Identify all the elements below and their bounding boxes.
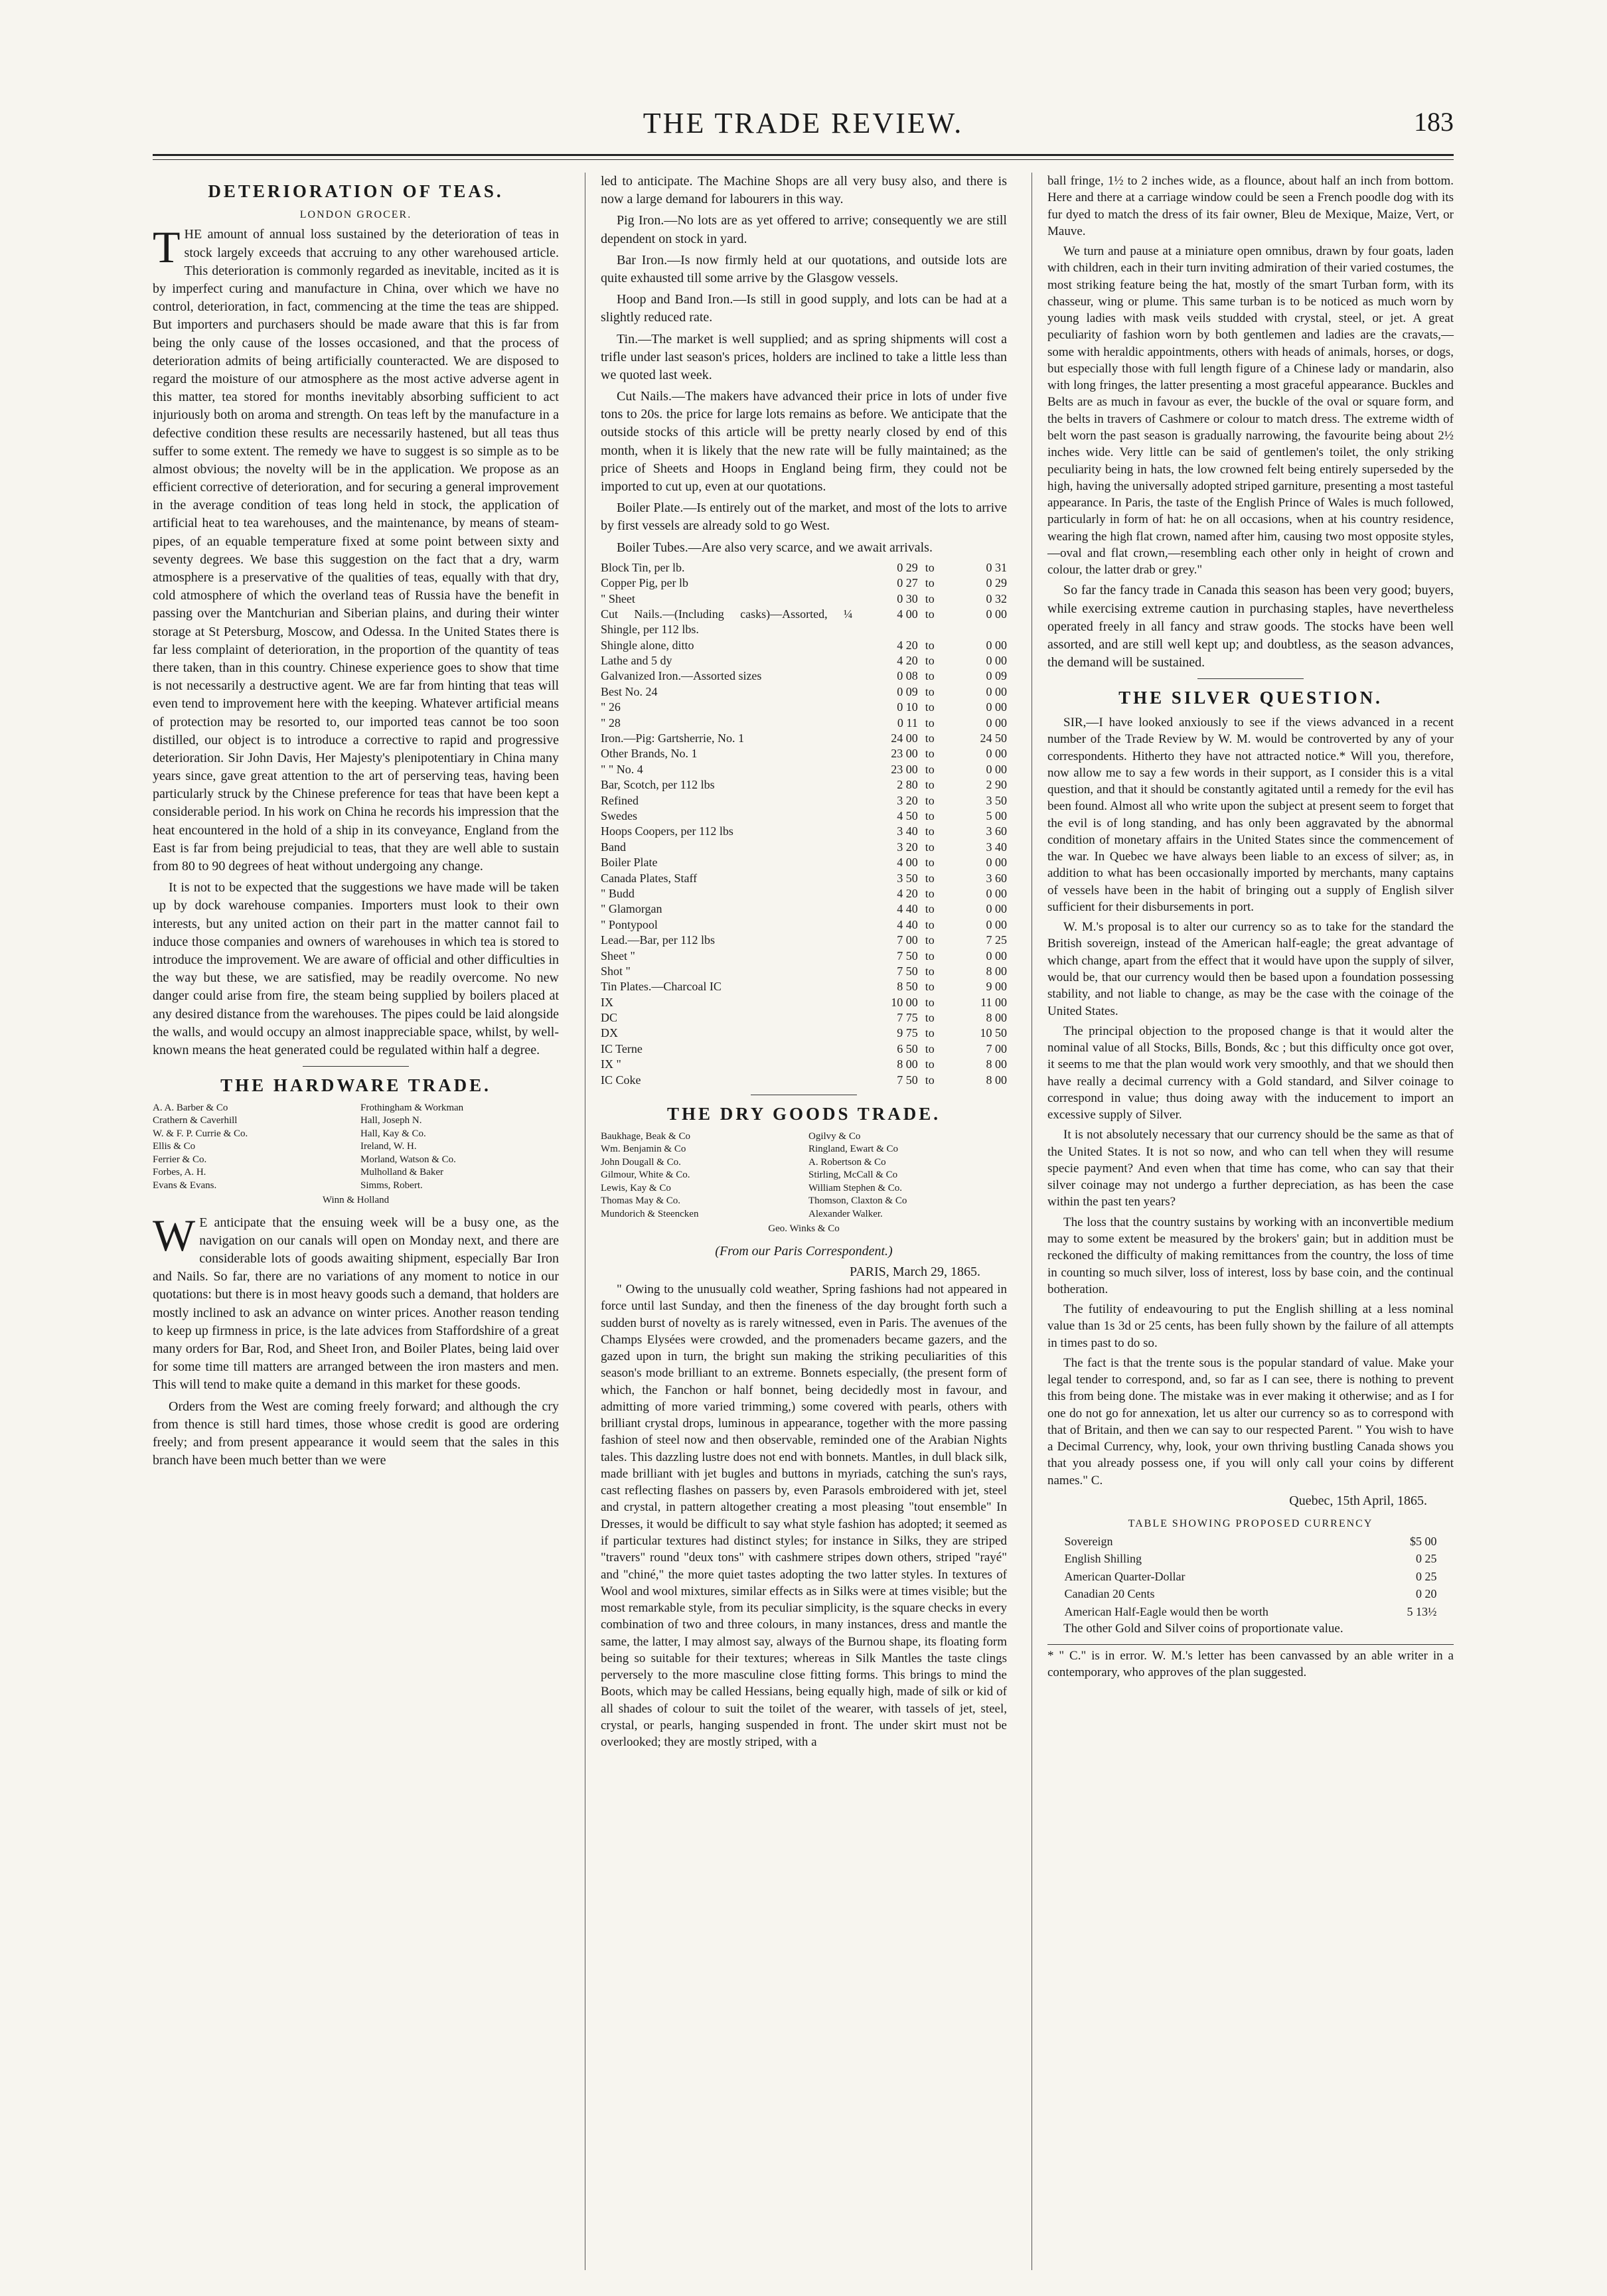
article-paragraph: The other Gold and Silver coins of proportionate value.	[1063, 1622, 1343, 1636]
price-to: to	[925, 762, 935, 776]
price-row	[601, 855, 1007, 870]
price-low: 4 20	[897, 654, 918, 668]
price-row	[601, 762, 1007, 777]
price-to: to	[925, 933, 935, 947]
price-row	[601, 793, 1007, 808]
price-item: Boiler Plate	[601, 856, 658, 870]
article-title-teas: DETERIORATION OF TEAS.	[208, 181, 504, 201]
article-paragraph: led to anticipate. The Machine Shops are all very busy also, and there is now a large demand for labourers in this way.	[601, 174, 1007, 207]
article-paragraph: Pig Iron.—No lots are as yet offered to arrive; consequently we are still dependent on stock in yard.	[601, 213, 1007, 246]
price-to: to	[925, 731, 935, 745]
price-item: Galvanized Iron.—Assorted sizes	[601, 669, 762, 683]
header-rule-thin	[153, 159, 1454, 160]
price-item: " 28	[601, 716, 621, 729]
currency-row	[1063, 1568, 1437, 1585]
dateline: Quebec, 15th April, 1865.	[1289, 1493, 1427, 1508]
currency-table-body	[1063, 1533, 1437, 1620]
article-title-hardware: THE HARDWARE TRADE.	[220, 1075, 491, 1096]
price-item: Hoops Coopers, per 112 lbs	[601, 824, 733, 838]
price-high: 0 00	[986, 638, 1007, 652]
price-high: 10 50	[980, 1026, 1007, 1040]
price-high: 8 00	[986, 1057, 1007, 1071]
price-item: Other Brands, No. 1	[601, 747, 698, 761]
price-to: to	[925, 607, 935, 621]
firm-name: John Dougall & Co.	[601, 1156, 681, 1168]
price-to: to	[925, 995, 935, 1009]
firm-name: Evans & Evans.	[153, 1180, 217, 1191]
firm-name: Geo. Winks & Co	[768, 1223, 840, 1235]
firm-name: Frothingham & Workman	[360, 1102, 464, 1113]
price-low: 7 75	[897, 1011, 918, 1025]
price-row	[601, 700, 1007, 715]
firm-list	[153, 1102, 559, 1193]
header-rule	[153, 154, 1454, 156]
price-row	[601, 1041, 1007, 1057]
price-high: 0 00	[986, 700, 1007, 714]
firm-list	[601, 1130, 1007, 1221]
price-row	[601, 824, 1007, 839]
price-row	[601, 575, 1007, 591]
coin-name: Sovereign	[1064, 1534, 1113, 1548]
price-high: 0 00	[986, 607, 1007, 621]
price-item: DC	[601, 1011, 618, 1025]
column-2	[601, 173, 1007, 1754]
price-row	[601, 607, 1007, 638]
coin-name: American Half-Eagle would then be worth	[1064, 1604, 1268, 1618]
article-paragraph	[153, 1209, 559, 1395]
price-row	[601, 933, 1007, 948]
price-high: 3 60	[986, 871, 1007, 885]
price-low: 7 00	[897, 933, 918, 947]
correspondent-credit: (From our Paris Correspondent.)	[715, 1243, 893, 1259]
price-row	[601, 901, 1007, 917]
price-item: IC Coke	[601, 1073, 641, 1087]
price-to: to	[925, 856, 935, 870]
page-title: THE TRADE REVIEW.	[643, 107, 964, 139]
price-low: 0 27	[897, 576, 918, 590]
article-paragraph: SIR,—I have looked anxiously to see if the views advanced in a recent number of the Trade Review by W. M. would be controverted by any of your correspondents. Hitherto they have not attracted notice.* Will you, therefore, now allow me to say a few words in their support, as I consider this is a vital question, and that it should be constantly agitated until a remedy for the evil has been found. Almost all who write upon the subject at present seem to forget that the evil is of long standing, and has only been aggravated by the abnormal condition of monetary affairs in the United States since the commencement of the war. In Quebec we have always been liable to an excess of silver; as, in addition to what has been occasionally imported by merchants, many captains of vessels have been in the habit of bringing out a supply of English silver sufficient for their disbursements in port.	[1047, 716, 1454, 914]
price-high: 8 00	[986, 1011, 1007, 1025]
price-high: 0 00	[986, 684, 1007, 698]
price-low: 4 50	[897, 809, 918, 822]
price-low: 7 50	[897, 949, 918, 962]
price-item: Refined	[601, 793, 639, 807]
price-low: 0 11	[897, 716, 918, 729]
price-high: 5 00	[986, 809, 1007, 822]
article-paragraph: ball fringe, 1½ to 2 inches wide, as a flounce, about half an inch from bottom. Here and there at a carriage window could be seen a French poodle dog with its fur dyed to match the dress of its fair owner, Bleu de Mexique, Maize, Vert, or Mauve.	[1047, 174, 1454, 238]
price-to: to	[925, 654, 935, 668]
price-low: 10 00	[891, 995, 918, 1009]
article-paragraph	[153, 222, 559, 876]
firm-name: A. Robertson & Co	[808, 1156, 886, 1168]
price-to: to	[925, 747, 935, 761]
currency-row	[1063, 1550, 1437, 1567]
price-item: Lathe and 5 dy	[601, 654, 672, 668]
price-item: IC Terne	[601, 1041, 643, 1055]
price-to: to	[925, 669, 935, 683]
price-row	[601, 731, 1007, 746]
article-paragraph: So far the fancy trade in Canada this season has been very good; buyers, while exercising extreme caution in purchasing staples, have nevertheless operated freely in all fancy and straw goods. The stocks have been well assorted, and are still well kept up; and doubtless, as the season advances, the demand will be sustained.	[1047, 583, 1454, 670]
price-item: " Sheet	[601, 591, 635, 605]
page-number: 183	[1414, 107, 1454, 137]
price-to: to	[925, 964, 935, 978]
article-paragraph: We turn and pause at a miniature open omnibus, drawn by four goats, laden with children, each in their turn inviting admiration of their varied costumes, the most striking feature being the hat, mostly of the smart Turban form, with its chasseur, wing or plume. This same turban is to be noticed as much worn by young ladies with mask veils studded with crystal, steel, or jet. A great peculiarity of fashion worn by both gentlemen and ladies are the cravats,—some with heraldic appointments, others with heads of animals, horses, or dogs, but especially those with full length figure of a Chinese lady or mandarin, also with long fringes, the latter presenting a most graceful appearance. Buckles and Belts are as much in favour as ever, the buckle of the oval or square form, and the belts in travers of Cashmere or colour to match dress. The extreme width of belt worn the past season is gradually narrowing, the favourite being about 2½ inches wide. Very little can be said of gentlemen's toilet, the only striking peculiarity being in hats, the low crowned felt being entirely superseded by the high, having the universally adopted striped garniture, presenting a most tasteful appearance. In Paris, the taste of the English Prince of Wales is much followed, particularly in form of hat: he on all occasions, when at his country residence, wearing the high flat crown, named after him, causing two most opposite styles,—oval and flat crown,—resembling each other only in height of crown and colour, the latter drab or grey."	[1047, 244, 1454, 577]
price-to: to	[925, 591, 935, 605]
price-row	[601, 668, 1007, 684]
firm-name: Ringland, Ewart & Co	[808, 1144, 898, 1155]
price-low: 3 40	[897, 824, 918, 838]
price-row	[601, 684, 1007, 700]
firm-name: Mulholland & Baker	[360, 1167, 443, 1178]
price-low: 9 75	[897, 1026, 918, 1040]
price-item: Lead.—Bar, per 112 lbs	[601, 933, 716, 947]
price-high: 9 00	[986, 980, 1007, 994]
column-3	[1047, 173, 1454, 1681]
price-row	[601, 1073, 1007, 1088]
price-item: IX	[601, 995, 613, 1009]
price-row	[601, 716, 1007, 731]
price-row	[601, 591, 1007, 607]
price-high: 0 00	[986, 716, 1007, 729]
price-item: Copper Pig, per lb	[601, 576, 688, 590]
firm-name: A. A. Barber & Co	[153, 1102, 228, 1113]
price-low: 24 00	[891, 731, 918, 745]
price-high: 0 00	[986, 917, 1007, 931]
firm-list-right	[808, 1130, 1007, 1221]
firm-name: William Stephen & Co.	[808, 1182, 903, 1193]
firm-name: Hall, Joseph N.	[360, 1115, 422, 1126]
article-paragraph: The loss that the country sustains by working with an inconvertible medium may to some extent be measured by the brokers' gain; but in addition must be reckoned the difficulty of making remittances from the country, the loss of time in counting so much silver, loss of interest, loss by base coin, and the continual botheration.	[1047, 1215, 1454, 1296]
price-low: 8 00	[897, 1057, 918, 1071]
price-low: 0 09	[897, 684, 918, 698]
price-to: to	[925, 1057, 935, 1071]
firm-name: Alexander Walker.	[808, 1208, 883, 1219]
price-item: Shingle alone, ditto	[601, 638, 694, 652]
article-paragraph: W. M.'s proposal is to alter our currency so as to take for the standard the British sovereign, instead of the American half-eagle; the great advantage of which change, apart from the effect that it would have upon the supply of silver, would be, that our currency would then be based upon a foundation possessing stability, and not liable to change, as may be the case with the coinage of the United States.	[1047, 920, 1454, 1018]
price-high: 0 09	[986, 669, 1007, 683]
dateline: PARIS, March 29, 1865.	[849, 1264, 980, 1279]
price-row	[601, 1057, 1007, 1072]
price-low: 0 30	[897, 591, 918, 605]
price-high: 24 50	[980, 731, 1007, 745]
price-high: 0 00	[986, 856, 1007, 870]
price-low: 2 80	[897, 778, 918, 792]
price-low: 6 50	[897, 1041, 918, 1055]
price-item: " " No. 4	[601, 762, 643, 776]
section-rule	[1197, 678, 1304, 679]
price-high: 0 00	[986, 949, 1007, 962]
price-to: to	[925, 684, 935, 698]
firm-name: Ferrier & Co.	[153, 1154, 207, 1165]
price-item: Sheet "	[601, 949, 635, 962]
article-title-drygoods: THE DRY GOODS TRADE.	[666, 1104, 941, 1124]
article-paragraph: Hoop and Band Iron.—Is still in good supply, and lots can be had at a slightly reduced rate.	[601, 292, 1007, 325]
price-high: 8 00	[986, 1073, 1007, 1087]
price-to: to	[925, 902, 935, 916]
currency-row	[1063, 1585, 1437, 1602]
price-high: 11 00	[980, 995, 1007, 1009]
price-row	[601, 995, 1007, 1010]
price-low: 4 20	[897, 886, 918, 900]
firm-name: W. & F. P. Currie & Co.	[153, 1128, 248, 1139]
coin-value: 0 20	[1416, 1587, 1437, 1601]
coin-value: 0 25	[1416, 1552, 1437, 1566]
price-low: 4 00	[897, 856, 918, 870]
price-low: 3 50	[897, 871, 918, 885]
price-table-body	[601, 560, 1007, 1088]
paragraph-text: HE amount of annual loss sustained by the deterioration of teas in stock largely exceeds that accruing to any other warehoused article. This deterioration is commonly regarded as inevitable, incited as it is by imperfect curing and manufacture in China, over which we have no control, deterioration, in fact, commencing at the time the teas are shipped. But importers and purchasers should be made aware that this is far from being the only cause of the losses occasioned, and that the process of deterioration admits of being artificially counteracted. We are disposed to regard the moisture of our atmosphere as the most active adverse agent in this matter, tea stored for months inevitably absorbing sufficient to act injuriously both on aroma and strength. On teas left by the manufacture in a defective condition these results are necessarily hastened, but all teas thus suffer to some extent. The remedy we have to suggest is so simple as to be almost obvious; the novelty will be in the application. We propose as an efficient corrective of deterioration, and for securing a general improvement in the average condition of teas long held in stock, the application of artificial heat to tea warehouses, and the maintenance, by means of steam-pipes, of an equable temperature fixed at some point between sixty and seventy degrees. We base this suggestion on the fact that a dry, warm atmosphere is a preservative of the qualities of teas, equally with that dry, cold atmosphere of which the overland teas of Russia have the benefit in passing over the Mantchurian and Siberian plains, and during their winter storage at St Petersburg, Moscow, and Odessa. In the United States there is far less complaint of deterioration, in the proportion of the quantity of teas there taken, than in this country. Chinese experience goes to show that time is not necessarily a destructive agent. We are far from hinting that teas will even tend to improvement here with the keeping. Whatever artificial means of protection may be resorted to, our imported teas cannot be too soon distilled, our object is to introduce a corrective to rapid and progressive deterioration. Sir John Davis, Her Majesty's plenipotentiary in China many years since, gave great attention to the art of perserving teas, having been particularly struck by the Chinese preference for teas that have been kept a considerable period. In his work on China he records his impression that the heat encountered in the hold of a ship in its conveyance, England from the East is far from being prejudicial to teas, that they are well able to sustain from 80 to 90 degrees of heat without undergoing any change.	[153, 227, 559, 874]
price-high: 3 50	[986, 793, 1007, 807]
firm-name: Winn & Holland	[322, 1195, 390, 1206]
price-to: to	[925, 1073, 935, 1087]
price-to: to	[925, 886, 935, 900]
price-row	[601, 840, 1007, 855]
price-item: Block Tin, per lb.	[601, 560, 685, 574]
currency-row	[1063, 1533, 1437, 1550]
currency-table	[1063, 1533, 1437, 1620]
coin-value: 0 25	[1416, 1569, 1437, 1583]
firm-name: Ogilvy & Co	[808, 1130, 861, 1142]
article-paragraph: Bar Iron.—Is now firmly held at our quotations, and outside lots are quite exhausted till some arrive by the Glasgow vessels.	[601, 252, 1007, 285]
price-item: IX "	[601, 1057, 621, 1071]
price-item: Cut Nails.—(Including casks)—Assorted, ¼ Shingle, per 112 lbs.	[601, 607, 853, 637]
price-to: to	[925, 778, 935, 792]
coin-name: Canadian 20 Cents	[1064, 1587, 1155, 1601]
price-row	[601, 964, 1007, 979]
article-paragraph: The futility of endeavouring to put the English shilling at a less nominal value than 1s 3d or 25 cents, has been fully shown by the failure of all attempts in times past to do so.	[1047, 1302, 1454, 1350]
price-high: 7 00	[986, 1041, 1007, 1055]
article-source: LONDON GROCER.	[299, 208, 412, 220]
firm-list-left	[601, 1130, 799, 1221]
price-low: 7 50	[897, 964, 918, 978]
price-item: Shot "	[601, 964, 631, 978]
price-to: to	[925, 716, 935, 729]
firm-name: Forbes, A. H.	[153, 1167, 206, 1178]
price-item: Band	[601, 840, 626, 854]
price-item: " 26	[601, 700, 621, 714]
price-table	[601, 560, 1007, 1088]
firm-name: Mundorich & Steencken	[601, 1208, 699, 1219]
price-row	[601, 871, 1007, 886]
currency-row	[1063, 1603, 1437, 1620]
price-to: to	[925, 638, 935, 652]
firm-list-left	[153, 1102, 351, 1193]
price-row	[601, 808, 1007, 824]
masthead	[153, 100, 1454, 153]
price-high: 0 00	[986, 902, 1007, 916]
article-title-silver: THE SILVER QUESTION.	[1118, 688, 1383, 708]
price-item: " Pontypool	[601, 917, 658, 931]
coin-name: English Shilling	[1064, 1552, 1142, 1566]
price-low: 0 29	[897, 560, 918, 574]
price-high: 2 90	[986, 778, 1007, 792]
price-item: Best No. 24	[601, 684, 658, 698]
price-row	[601, 886, 1007, 901]
price-high: 8 00	[986, 964, 1007, 978]
price-to: to	[925, 809, 935, 822]
price-high: 0 00	[986, 762, 1007, 776]
article-paragraph: It is not absolutely necessary that our currency should be the same as that of the United States. It is not so now, and who can tell when they will resume specie payment? And even when that time has come, who can say that their silver coinage may not undergo a further depreciation, as has been the case within the past ten years?	[1047, 1128, 1454, 1209]
price-to: to	[925, 560, 935, 574]
price-high: 7 25	[986, 933, 1007, 947]
firm-list-right	[360, 1102, 559, 1193]
coin-name: American Quarter-Dollar	[1064, 1569, 1186, 1583]
price-row	[601, 560, 1007, 575]
price-high: 0 00	[986, 654, 1007, 668]
firm-name: Wm. Benjamin & Co	[601, 1144, 686, 1155]
price-high: 3 40	[986, 840, 1007, 854]
price-row	[601, 1026, 1007, 1041]
price-to: to	[925, 700, 935, 714]
price-low: 4 40	[897, 917, 918, 931]
firm-name: Hall, Kay & Co.	[360, 1128, 426, 1139]
column-1	[153, 173, 559, 1473]
article-paragraph: The principal objection to the proposed change is that it would alter the nominal value of all Stocks, Bills, Bonds, &c ; but this difficulty once got over, it seems to me that the plan would work very smoothly, and that we should then have really a decimal currency with a Gold standard, and Silver coinage to correspond in value; thus doing away with the inducement to import an excessive supply of Silver.	[1047, 1024, 1454, 1122]
price-item: Bar, Scotch, per 112 lbs	[601, 778, 715, 792]
firm-name: Crathern & Caverhill	[153, 1115, 238, 1126]
price-high: 0 29	[986, 576, 1007, 590]
price-to: to	[925, 949, 935, 962]
firm-name: Lewis, Kay & Co	[601, 1182, 671, 1193]
coin-value: 5 13½	[1407, 1604, 1437, 1618]
price-to: to	[925, 871, 935, 885]
price-row	[601, 917, 1007, 933]
article-paragraph: Orders from the West are coming freely forward; and although the cry from thence is still hard times, those whose credit is good are ordering freely; and from present appearance it would seem that the sales in this branch have been much better than we were	[153, 1399, 559, 1468]
price-to: to	[925, 840, 935, 854]
price-to: to	[925, 980, 935, 994]
price-low: 0 10	[897, 700, 918, 714]
price-to: to	[925, 1026, 935, 1040]
price-to: to	[925, 576, 935, 590]
price-row	[601, 979, 1007, 994]
price-item: Canada Plates, Staff	[601, 871, 698, 885]
article-paragraph: Boiler Tubes.—Are also very scarce, and we await arrivals.	[617, 540, 933, 555]
firm-name: Ireland, W. H.	[360, 1141, 417, 1152]
price-low: 23 00	[891, 747, 918, 761]
firm-name: Thomson, Claxton & Co	[808, 1195, 907, 1207]
price-item: DX	[601, 1026, 618, 1040]
price-high: 0 00	[986, 747, 1007, 761]
price-low: 23 00	[891, 762, 918, 776]
article-paragraph: The fact is that the trente sous is the popular standard of value. Make your legal tender to correspond, and, so far as I can see, there is nothing to prevent this from being done. The mistake was in ever making it otherwise; and as I for one do not go for annexation, let us alter our currency so as to correspond with that of Britain, and then we can say to our respected Parent. " You wish to have a Decimal Currency, why, look, your own thriving bustling Canada shows you that you already possess one, if you will only call your coins by different names." C.	[1047, 1355, 1454, 1488]
firm-name: Thomas May & Co.	[601, 1195, 680, 1207]
firm-name: Morland, Watson & Co.	[360, 1154, 456, 1165]
firm-name: Ellis & Co	[153, 1141, 196, 1152]
article-paragraph: Tin.—The market is well supplied; and as spring shipments will cost a trifle under last season's prices, holders are inclined to take a little less than we quoted last week.	[601, 331, 1007, 382]
price-item: Tin Plates.—Charcoal IC	[601, 980, 722, 994]
drop-cap: W	[153, 1209, 196, 1261]
price-item: " Glamorgan	[601, 902, 662, 916]
price-item: Iron.—Pig: Gartsherrie, No. 1	[601, 731, 744, 745]
paragraph-text: E anticipate that the ensuing week will be a busy one, as the navigation on our canals will open on Monday next, and there are considerable lots of goods awaiting shipment, especially Bar Iron and Nails. So far, there are no variations of any moment to notice in our quotations: but there is in most heavy goods such a demand, that holders are mostly inclined to ask an advance on winter prices. Another reason tending to keep up firmness in price, is the late advices from Staffordshire of a great many orders for Bar, Rod, and Sheet Iron, and Boiler Plates, being laid over for some time till matters are arranged between the iron masters and men. This will tend to make quite a demand in this market for these goods.	[153, 1215, 559, 1393]
price-row	[601, 653, 1007, 668]
price-to: to	[925, 793, 935, 807]
footnote: * " C." is in error. W. M.'s letter has been canvassed by an able writer in a contemporary, who approves of the plan suggested.	[1047, 1644, 1454, 1681]
price-row	[601, 949, 1007, 964]
price-low: 4 00	[897, 607, 918, 621]
price-to: to	[925, 824, 935, 838]
firm-name: Simms, Robert.	[360, 1180, 423, 1191]
section-rule	[303, 1066, 409, 1067]
currency-table-title: TABLE SHOWING PROPOSED CURRENCY	[1128, 1518, 1373, 1530]
price-low: 0 08	[897, 669, 918, 683]
article-paragraph: Boiler Plate.—Is entirely out of the market, and most of the lots to arrive by first vessels are already sold to go West.	[601, 500, 1007, 534]
price-high: 0 00	[986, 886, 1007, 900]
drop-cap: T	[153, 222, 181, 273]
firm-name: Gilmour, White & Co.	[601, 1170, 690, 1181]
price-low: 4 20	[897, 638, 918, 652]
article-paragraph: " Owing to the unusually cold weather, Spring fashions had not appeared in force until last Sunday, and then the fineness of the day brought forth such a sudden burst of novelty as is rarely witnessed, even in Paris. The avenues of the Champs Elysées were crowded, and the promenaders became gazers, and the gazed upon in turn, the bright sun making the striking peculiarities of this season's mode brilliant to an extreme. Bonnets especially, (the present form of which, the Fanchon or half bonnet, being decidedly most in favour, and admitting of more varied trimming,) some covered with pearls, others with brilliant crystal drops, luminous in appearance, together with the more passing fashion of steel now and then observable, reminded one of the Arabian Nights tales. This dazzling lustre does not end with bonnets. Mantles, in dull black silk, made brilliant with jet bugles and buttons in myriads, catching the sun's rays, cast reflecting flashes on passers by, even Parasols embroidered with jet, steel and crystal, in pattern altogether creating a most pleasing "tout ensemble" In Dresses, it would be difficult to say what style fashion has adopted; it seemed as if particular textures had distinct styles; for instance in Silks, they are striped "travers" round "deux tons" with cashmere stripes down others, striped "rayé" and "chiné," the more quiet tastes adopting the two latter styles. In textures of Wool and wool mixtures, similar effects as in Silks were at times visible; but the most remarkable style, from its peculiar simplicity, is the square checks in every combination of two and three colours, in many instances, dress and mantle the same, the latter, I may almost say, always of the Burnou shape, its floating form being so suitable for their textures; whereas in Silk Mantles the taste clings perversely to the more masculine close fitting forms. This brings to mind the Boots, which may be called Hessians, being equally high, made of silk or kid of all shades of colour to suit the toilet of the wearer, with tassels of jet, steel, crystal, or pearls, hanging suspended in front. The under skirt must not be overlooked; they are mostly striped, with a	[601, 1282, 1007, 1750]
price-to: to	[925, 917, 935, 931]
price-to: to	[925, 1011, 935, 1025]
price-low: 3 20	[897, 793, 918, 807]
price-row	[601, 638, 1007, 653]
article-paragraph: It is not to be expected that the suggestions we have made will be taken up by dock warehouse companies. Importers must look to their own interests, but any united action on their part in the matter cannot fail to induce those companies and owners of warehouses in which tea is stored to introduce the improvement. We are aware of official and other difficulties in the way but these, we are satisfied, may be readily overcome. No new danger could arise from fire, the steam being supplied by boilers placed at any desired distance from the warehouses. The pipes could be laid alongside the walls, and would occupy an almost inappreciable space, whilst, by well-known means the heat generated could be regulated within half a degree.	[153, 880, 559, 1057]
firm-name: Stirling, McCall & Co	[808, 1170, 898, 1181]
price-item: Swedes	[601, 809, 637, 822]
article-paragraph: Cut Nails.—The makers have advanced their price in lots of under five tons to 20s. the price for large lots remains as before. We anticipate that the outside stocks of this article will be pretty nearly closed by end of this month, when it is likely that the new rate will be fully maintained; as the price of Sheets and Hoops in England being firm, they could not be imported to cut up, even at our quotations.	[601, 389, 1007, 494]
firm-name: Baukhage, Beak & Co	[601, 1130, 690, 1142]
price-high: 0 31	[986, 560, 1007, 574]
price-row	[601, 777, 1007, 793]
price-low: 8 50	[897, 980, 918, 994]
price-low: 4 40	[897, 902, 918, 916]
price-high: 3 60	[986, 824, 1007, 838]
price-low: 7 50	[897, 1073, 918, 1087]
price-low: 3 20	[897, 840, 918, 854]
price-item: " Budd	[601, 886, 635, 900]
price-row	[601, 1010, 1007, 1026]
price-to: to	[925, 1041, 935, 1055]
price-high: 0 32	[986, 591, 1007, 605]
coin-value: $5 00	[1410, 1534, 1437, 1548]
price-row	[601, 746, 1007, 761]
